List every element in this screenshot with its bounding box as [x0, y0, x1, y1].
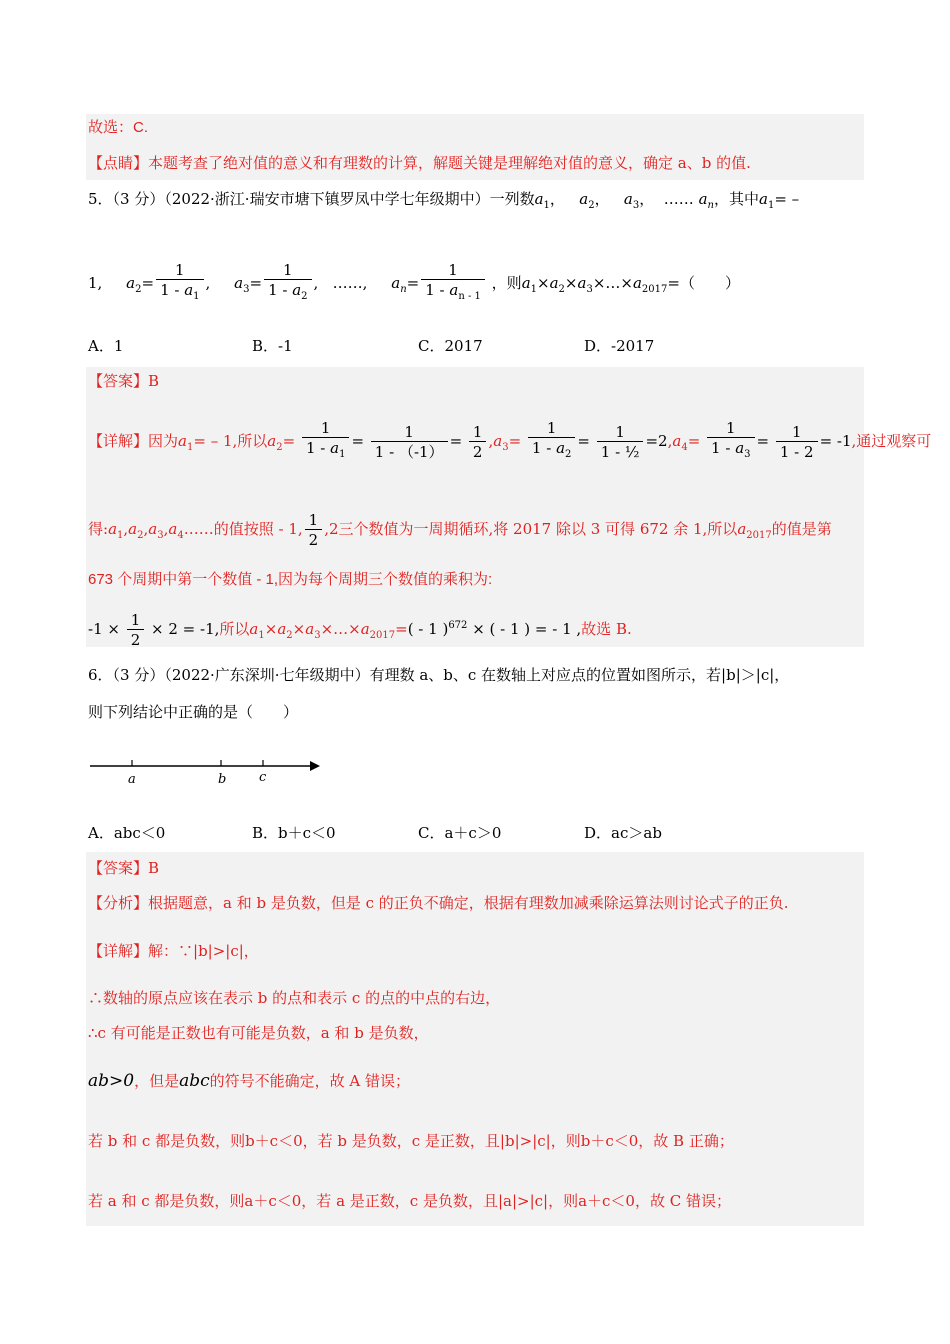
- q6-detail-3: ∴c 有可能是正数也有可能是负数，a 和 b 是负数，: [88, 1024, 429, 1042]
- number-line-arrow: [310, 761, 320, 771]
- q5-detail-line-3: 673 个周期中第一个数值 - 1,因为每个周期三个数值的乘积为:: [88, 571, 493, 588]
- q5-stem: 5．（3 分）（2022·浙江·瑞安市塘下镇罗凤中学七年级期中）一列数$a_1$， $a_2$， $a_3$， …… $a_n$，其中$a_1=$ –: [88, 190, 800, 211]
- q5-detail-line-2: 得$:a_1,a_2,a_3,a_4\dots\dots$的值按照 - 1, $\frac{1}{2}$ ,2三个数值为一周期循环,将 2017 除以 3 可得 672 余 1,所以$a_{2017}$的值是第: [88, 510, 832, 549]
- q6-option-b: B．b＋c＜0: [252, 824, 336, 842]
- q6-analysis: 【分析】根据题意，a 和 b 是负数，但是 c 的正负不确定，根据有理数加减乘除运算法则讨论式子的正负.: [88, 894, 789, 912]
- q5-detail-line-1: 【详解】因为$a_1= - 1$,所以$a_2=$ $\frac{1}{1 - a_1}$ = $\frac{1}{1 - (-1)}$ = $\frac{1}{2}$ $,a_3=$ $\frac{1}{1 - a_2}$ = $\frac{1}{\text{1 - ½}}$ $=2,a_4=$ $\frac{1}{1 - a_3}$ = $\frac{1}{1 - 2}$ = -1,通过观察可: [88, 414, 931, 475]
- number-line-figure: [88, 752, 328, 792]
- q6-detail-2: ∴数轴的原点应该在表示 b 的点和表示 c 的点的中点的右边，: [88, 989, 501, 1007]
- q6-detail-4: ab>0，但是abc的符号不能确定，故 A 错误；: [88, 1071, 411, 1091]
- q4-comment: 【点睛】本题考查了绝对值的意义和有理数的计算，解题关键是理解绝对值的意义，确定 a、b 的值.: [88, 154, 751, 172]
- q5-option-d: D．-2017: [584, 337, 655, 355]
- q6-option-a: A．abc＜0: [88, 824, 166, 842]
- q6-option-d: D．ac＞ab: [584, 824, 662, 842]
- q5-option-a: A．1: [88, 337, 124, 355]
- q6-detail-5: 若 b 和 c 都是负数，则b＋c＜0，若 b 是负数，c 是正数，且|b|>|c|，则b＋c＜0，故 B 正确；: [88, 1132, 734, 1150]
- q4-choice: 故选：C.: [88, 119, 149, 136]
- q6-detail-6: 若 a 和 c 都是负数，则a＋c＜0，若 a 是正数，c 是负数，且|a|>|c|，则a＋c＜0，故 C 错误；: [88, 1192, 731, 1210]
- label-b: b: [218, 772, 227, 787]
- q6-detail-1: 【详解】解：∵|b|>|c|，: [88, 942, 259, 960]
- q6-stem-1: 6．（3 分）（2022·广东深圳·七年级期中）有理数 a、b、c 在数轴上对应点的位置如图所示，若|b|＞|c|，: [88, 666, 790, 684]
- q6-answer: 【答案】B: [88, 859, 160, 877]
- label-c: c: [259, 770, 267, 785]
- q5-option-c: C．2017: [418, 337, 483, 355]
- q5-answer: 【答案】B: [88, 372, 160, 390]
- q5-solution-block: [86, 367, 864, 647]
- q5-option-b: B．-1: [252, 337, 293, 355]
- label-a: a: [128, 772, 136, 787]
- q5-detail-line-4: -1 × $\frac{1}{2}$ × 2 = -1,所以$a_1\times a_2\times a_3\times\dots\times a_{2017}=( - 1$ )$^{672}$ × ( - 1 ) = - 1 ,故选 B.: [88, 610, 632, 649]
- q6-option-c: C．a＋c＞0: [418, 824, 502, 842]
- q5-formula-line: 1, $a_2=$ $\frac{1}{1 - a_1}$ , $a_3=$ $\frac{1}{1 - a_2}$ , ……, $a_n=$ $\frac{1}{1 - a_{n - 1}}$ ，则$a_1\times a_2\times a_3\times\dots\times a_{2017}=$（ ）: [88, 258, 740, 315]
- q6-stem-2: 则下列结论中正确的是（ ）: [88, 703, 299, 721]
